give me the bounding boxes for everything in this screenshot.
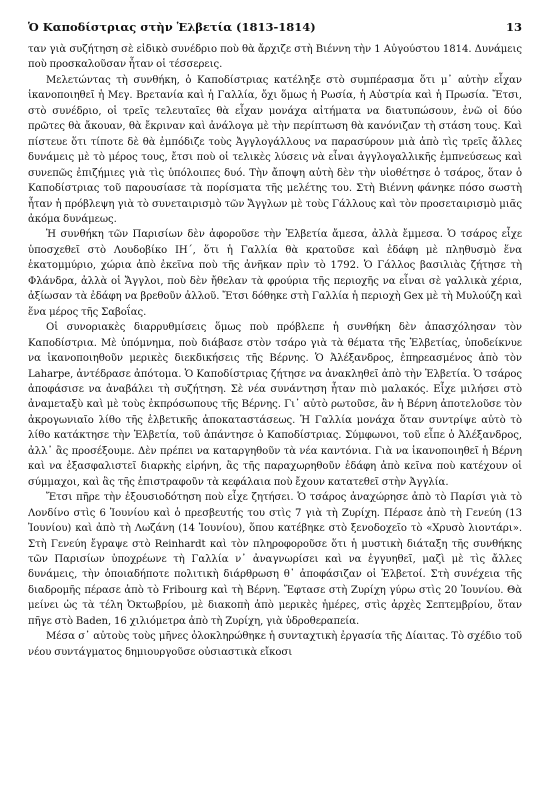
paragraph-5: Ἔτσι πῆρε τὴν ἐξουσιοδότηση ποὺ εἶχε ζητήσει. Ὁ τσάρος ἀναχώρησε ἀπὸ τὸ Παρίσι γιὰ τὸ Λονδίνο στὶς 6 Ἰουνίου καὶ ὁ πρεσβευτής του στὶς 7 γιὰ τὴ Ζυρίχη. Πέρασε ἀπὸ τὴ Γενεύη (13 Ἰουνίου) καὶ ἀπὸ τὴ Λωζάνη (14 Ἰουνίου), ὅπου κατέβηκε στὸ ξενοδοχεῖο τὸ «Χρυσὸ λιοντάρι». Στὴ Γενεύη ἔγραψε στὸ Reinhardt καὶ τὸν πληροφοροῦσε ὅτι ἡ μυστικὴ διάταξη τῆς συνθήκης τῶν Παρισίων ὑποχρέωνε τὴ Γαλλία ν᾽ ἀναγνωρίσει καὶ να ἐγγυηθεῖ, μαζὶ μὲ τὶς ἄλλες δυνάμεις, τὴν ὁποιαδήποτε πολιτικὴ διάρθρωση θ᾽ ἀποφάσιζαν οἱ Ἑλβετοί. Στὴ συνέχεια τῆς διαδρομῆς πέρασε ἀπὸ τὸ Fribourg καὶ τὴ Βέρνη. Ἔφτασε στὴ Ζυρίχη γύρω στὶς 20 Ἰουνίου. Θὰ μείνει ὡς τὰ τέλη Ὀκτωβρίου, μὲ διακοπὴ ἀπὸ μερικὲς ἡμέρες, στὶς ἀρχὲς Σεπτεμβρίου, ὅταν πῆγε στὸ Baden, 16 χιλιόμετρα ἀπὸ τὴ Ζυρίχη, γιὰ ὑδροθεραπεία.	[28, 492, 522, 627]
page-number: 13	[505, 20, 522, 34]
body-text	[28, 42, 522, 660]
paragraph-6: Μέσα σ᾽ αὐτοὺς τοὺς μῆνες ὁλοκληρώθηκε ἡ συνταχτικὴ ἐργασία τῆς Δίαιτας. Τὸ σχέδιο τοῦ νέου συντάγματος δημιουργοῦσε οὐσιαστικὰ εἴκοσι	[28, 631, 522, 658]
paragraph-3: Ἡ συνθήκη τῶν Παρισίων δὲν ἀφοροῦσε τὴν Ἑλβετία ἄμεσα, ἀλλὰ ἔμμεσα. Ὁ τσάρος εἶχε ὑποσχεθεῖ στὸ Λουδοβίκο ΙΗ΄, ὅτι ἡ Γαλλία θὰ κρατοῦσε καὶ ἐδάφη μὲ πληθυσμὸ ἕνα ἑκατομμύριο, χώρια ἀπὸ ἐκεῖνα ποὺ τῆς ἀνῆκαν πρὶν τὸ 1792. Ὁ Γάλλος βασιλιὰς ζήτησε τὴ Φλάνδρα, ἀλλὰ οἱ Ἄγγλοι, ποὺ δὲν ἤθελαν τὰ φρούρια τῆς περιοχῆς να εἶναι σὲ γαλλικὰ χέρια, ἀξίωσαν τὰ ἐδάφη να βρεθοῦν ἀλλοῦ. Ἔτσι δόθηκε στὴ Γαλλία ἡ περιοχὴ Gex μὲ τὴ Μυλούζη καὶ ἕνα μέρος τῆς Σαβοΐας.	[28, 229, 522, 318]
document-page	[28, 20, 522, 792]
running-title: Ὁ Καποδίστριας στὴν Ἑλβετία (1813-1814)	[28, 20, 316, 34]
paragraph-1: ταν γιὰ συζήτηση σὲ εἰδικὸ συνέδριο ποὺ θὰ ἄρχιζε στὴ Βιέννη τὴν 1 Αὐγούστου 1814. Δυνάμεις ποὺ προσκαλοῦσαν ἦταν οἱ τέσσερεις.	[28, 44, 522, 71]
paragraph-2: Μελετώντας τὴ συνθήκη, ὁ Καποδίστριας κατέληξε στὸ συμπέρασμα ὅτι μ᾽ αὐτὴν εἶχαν ἱκανοποιηθεῖ ἡ Μεγ. Βρετανία καὶ ἡ Γαλλία, ὄχι ὅμως ἡ Ρωσία, ἡ Αὐστρία καὶ ἡ Πρωσία. Ἔτσι, στὸ συνέδριο, οἱ τρεῖς τελευταῖες θὰ εἶχαν μονάχα αἰτήματα να διατυπώσουν, ἐνῶ οἱ δύο πρῶτες θὰ ἄκουαν, θὰ ἔκριναν καὶ ἀνάλογα μὲ τὴν περίπτωση θὰ κανόνιζαν τὴ στάση τους. Καὶ πίστευε ὅτι τίποτε δὲ θὰ ἐμπόδιζε τοὺς Ἀγγλογάλλους να παρασύρουν μιὰ ἀπὸ τὶς τρεῖς ἄλλες δυνάμεις μὲ τὸ μέρος τους, ἔτσι ποὺ οἱ τελικὲς λύσεις νὰ εἶναι ἀγγλογαλλικῆς ἐμπνεύσεως καὶ συνεπῶς ἐπιζήμιες γιὰ τὶς ὑπόλοιπες δυό. Τὴν ἄποψη αὐτὴ δὲν τὴν υἱοθέτησε ὁ τσάρος, ὅταν ὁ Καποδίστριας τοῦ παρουσίασε τὰ πορίσματα τῆς μελέτης του. Στὴ Βιέννη φάνηκε πόσο σωστὴ ἦταν ἡ πρόβλεψη γιὰ τὸ συνεταιρισμὸ τῶν Ἄγγλων μὲ τοὺς Γάλλους καὶ τὸν προσεταιρισμὸ μιᾶς ἀκόμα δυνάμεως.	[28, 74, 522, 225]
paragraph-4: Οἱ συνοριακὲς διαρρυθμίσεις ὅμως ποὺ πρόβλεπε ἡ συνθήκη δὲν ἀπασχόλησαν τὸν Καποδίστρια. Μὲ ὑπόμνημα, ποὺ διάβασε στὸν τσάρο γιὰ τὰ θέματα τῆς Ἑλβετίας, ὑποδείκνυε να ἱκανοποιηθοῦν μερικὲς διεκδικήσεις τῆς Βέρνης. Ὁ Ἀλέξανδρος, ἐπηρεασμένος ἀπὸ τὸν Laharpe, ἀντέδρασε ἀπότομα. Ὁ Καποδίστριας ζήτησε να ἀνακληθεῖ ἀπὸ τὴν Ἑλβετία. Ὁ τσάρος ἀποφάσισε να ἀναβάλει τὴ συζήτηση. Σὲ νέα συνάντηση ἦταν πιὸ μαλακός. Εἶχε μιλήσει στὸ ἀναμεταξὺ καὶ μὲ τοὺς ἐκπρόσωπους τῆς Βέρνης. Γι᾽ αὐτὸ ρωτοῦσε, ἂν ἡ Βέρνη ἀποτελοῦσε τὸν ἀκρογωνιαῖο λίθο τῆς ἑλβετικῆς ἀποκαταστάσεως. Ἡ Γαλλία μονάχα ὅταν συντρίψε αὐτὸ τὸ λίθο κατάκτησε τὴν Ἑλβετία, τοῦ ἀπάντησε ὁ Καποδίστριας. Σύμφωνοι, τοῦ εἶπε ὁ Ἀλέξανδρος, ἀλλ᾽ ἂς προσέξουμε. Δὲν πρέπει να καταργηθοῦν τὰ νέα καντόνια. Γιὰ να ἱκανοποιηθεῖ ἡ Βέρνη καὶ να ἐξασφαλιστεῖ διαρκὴς εἰρήνη, ἂς τῆς παραχωρηθοῦν ἐδάφη ἀπὸ κεῖνα ποὺ κατέχουν οἱ σύμμαχοι, καὶ ἂς τῆς ἐπιστραφοῦν τὰ κεφάλαια ποὺ ἔχουν κατατεθεῖ στὴν Ἀγγλία.	[28, 322, 522, 488]
page-header	[28, 20, 522, 42]
